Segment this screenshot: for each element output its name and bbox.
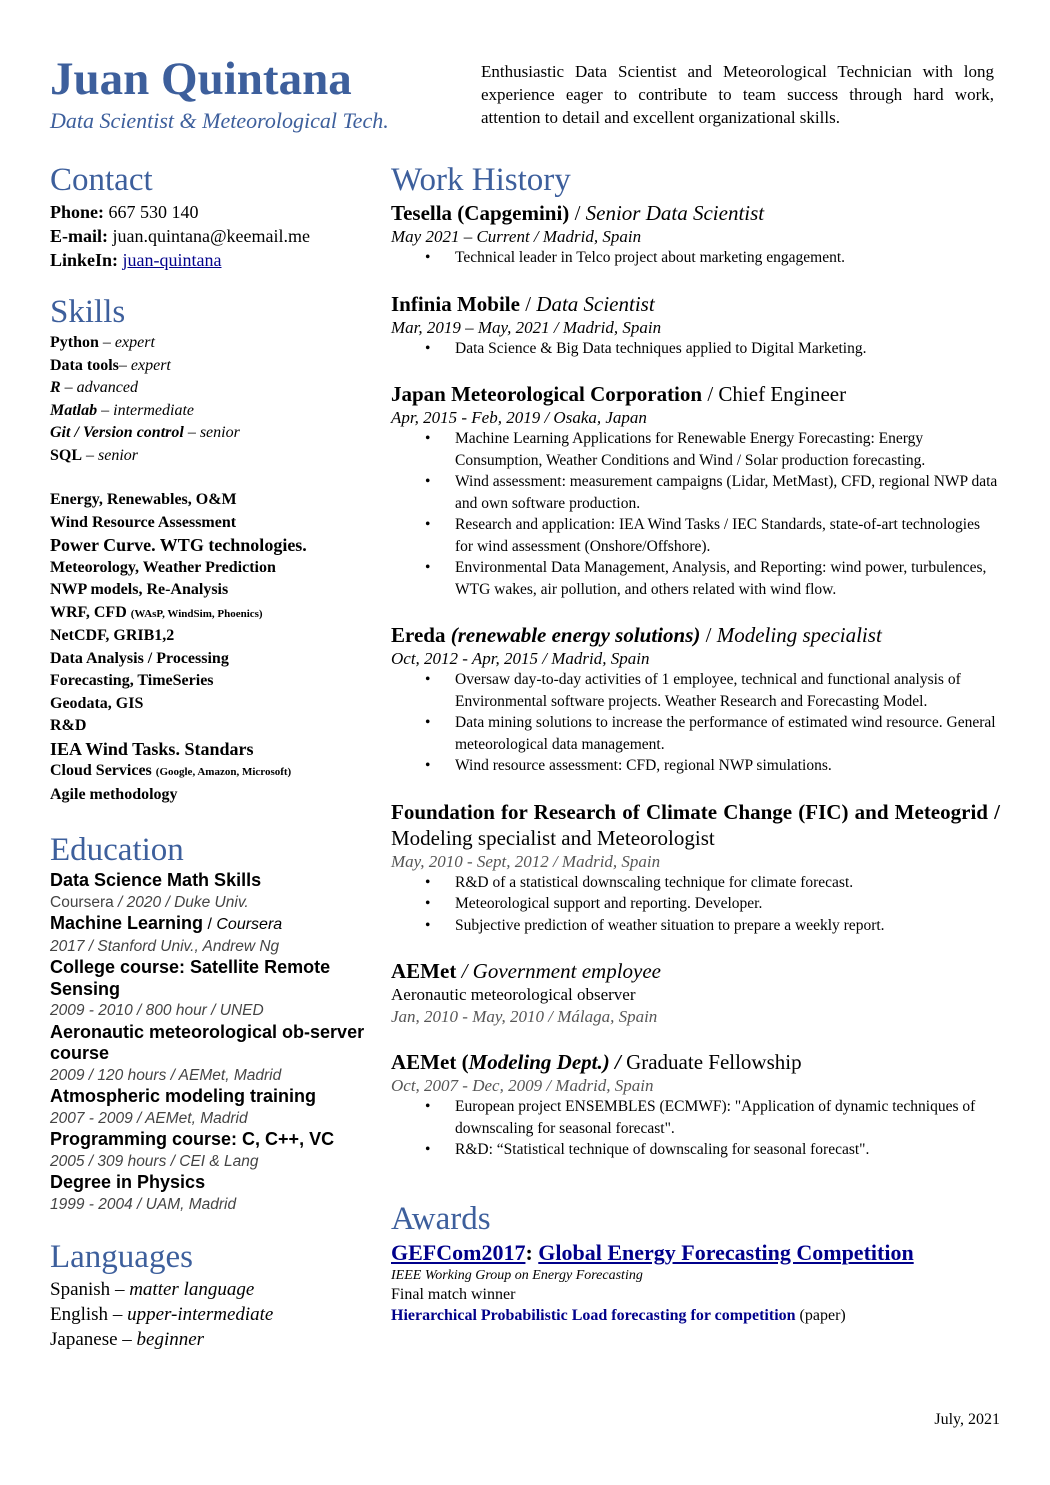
awards-title: Awards [391, 1200, 491, 1237]
job-bullet: • R&D: “Statistical technique of downscaling for seasonal forecast". [455, 1139, 1000, 1161]
resume-subtitle: Data Scientist & Meteorological Tech. [50, 108, 389, 133]
job-bullet: • Environmental Data Management, Analysis, and Reporting: wind power, turbulences, WTG wakes, air pollution, and others related with wind flow. [455, 557, 1000, 600]
job-bullet: • Machine Learning Applications for Renewable Energy Forecasting: Energy Consumption, Weather Conditions and Wind / Solar production forecasting. [455, 428, 1000, 471]
education-item [50, 913, 375, 957]
linkedin-label: LinkeIn: [50, 250, 119, 270]
education-item-detail: 2005 / 309 hours / CEI & Lang [50, 1152, 259, 1170]
award-code-link[interactable]: GEFCom2017 [391, 1239, 526, 1265]
job-entry [391, 200, 1000, 269]
award-heading [391, 1239, 1000, 1267]
education-item-provider: Coursera [216, 916, 283, 933]
job-bullet: • Data mining solutions to increase the performance of estimated wind resource. General meteorological data management. [455, 712, 1000, 755]
job-bullet: • Technical leader in Telco project about marketing engagement. [455, 247, 1000, 269]
language-item [50, 1302, 375, 1327]
education-item-detail: 2007 - 2009 / AEMet, Madrid [50, 1109, 248, 1127]
education-item-title: Degree in Physics [50, 1172, 206, 1192]
job-date: May, 2010 - Sept, 2012 / Madrid, Spain [391, 851, 661, 871]
skill-level: – advanced [60, 379, 138, 396]
job-bullets [391, 428, 1000, 600]
skill-git [50, 422, 375, 445]
skill-domain-note: (Google, Amazon, Microsoft) [155, 766, 292, 778]
job-sep: / [456, 959, 473, 983]
job-entry [391, 1049, 1000, 1161]
skill-sql [50, 445, 375, 468]
skill-domain-text: NWP models, Re-Analysis [50, 581, 229, 598]
skill-domain-text: Wind Resource Assessment [50, 513, 237, 531]
job-bullet: • Data Science & Big Data techniques applied to Digital Marketing. [455, 338, 1000, 360]
job-company-open: ( [456, 1050, 469, 1074]
skill-domain-text: WRF, CFD [50, 603, 127, 621]
skill-domain-text: NetCDF, GRIB1,2 [50, 627, 175, 644]
job-role: Government employee [472, 959, 661, 983]
job-company: Infinia Mobile [391, 291, 520, 316]
skill-domain [50, 534, 375, 557]
language-sep: – [108, 1304, 128, 1325]
award-paper-suffix: (paper) [795, 1306, 846, 1324]
job-sep: / [987, 799, 1000, 824]
job-role: Data Scientist [536, 291, 655, 316]
job-bullet: • Research and application: IEA Wind Tasks / IEC Standards, state-of-art technologies for wind assessment (Onshore/Offshore). [455, 514, 1000, 557]
education-item-detail: 1999 - 2004 / UAM, Madrid [50, 1195, 237, 1213]
resume-summary: Enthusiastic Data Scientist and Meteorological Technician with long experience eager to contribute to team success through hard work, attention to detail and excellent organizational skills. [481, 62, 994, 127]
job-date: Oct, 2007 - Dec, 2009 / Madrid, Spain [391, 1076, 654, 1095]
skills-title: Skills [50, 294, 126, 330]
skill-python [50, 332, 375, 355]
award-paper-title[interactable]: Hierarchical Probabilistic Load forecasting for competition [391, 1306, 796, 1324]
skill-name: R [50, 379, 61, 396]
award-colon: : [525, 1239, 539, 1265]
job-role: Modeling specialist [716, 623, 882, 647]
skill-level: – senior [183, 424, 240, 441]
contact-phone [50, 200, 375, 224]
award-organization: IEEE Working Group on Energy Forecasting [391, 1267, 643, 1283]
job-company-note: (renewable energy solutions) [445, 623, 701, 647]
phone-value: 667 530 140 [108, 202, 199, 222]
skill-level: – expert [98, 334, 155, 351]
job-company: Japan Meteorological Corporation [391, 382, 703, 406]
skill-domain-text: R&D [50, 717, 87, 734]
skill-r [50, 377, 375, 400]
skill-domain-text: IEA Wind Tasks. Standars [50, 738, 254, 759]
job-date: Apr, 2015 - Feb, 2019 / Osaka, Japan [391, 408, 647, 427]
skill-domain [50, 715, 375, 738]
job-bullets [391, 872, 1000, 937]
skill-domain-text: Meteorology, Weather Prediction [50, 558, 276, 576]
job-bullet: • Subjective prediction of weather situation to prepare a weekly report. [455, 915, 1000, 937]
language-name: Spanish [50, 1279, 111, 1300]
skill-domain-text: Agile methodology [50, 785, 178, 803]
job-bullets [391, 669, 1000, 777]
job-entry [391, 291, 1000, 360]
education-item [50, 1022, 375, 1087]
skill-domain-text: Power Curve. WTG technologies. [50, 535, 307, 555]
skill-domain [50, 557, 375, 580]
education-item [50, 1129, 375, 1172]
job-entry [391, 958, 1000, 1027]
education-item-provider: Coursera [50, 893, 114, 911]
email-value: juan.quintana@keemail.me [112, 226, 311, 246]
language-item [50, 1327, 375, 1352]
job-sep: / [519, 291, 537, 316]
language-level: matter language [129, 1279, 255, 1300]
job-bullet: • Oversaw day-to-day activities of 1 employee, technical and functional analysis of Environmental software projects. Weather Research and Forecasting Model. [455, 669, 1000, 712]
skill-name: Data tools [50, 356, 119, 374]
language-level: upper-intermediate [127, 1304, 274, 1325]
education-item-detail: / 2020 / Duke Univ. [113, 893, 249, 911]
job-company: Ereda [391, 623, 446, 647]
job-date: Jan, 2010 - May, 2010 / Málaga, Spain [391, 1007, 658, 1026]
job-date: May 2021 – Current / Madrid, Spain [391, 227, 642, 246]
skill-domain-text: Geodata, GIS [50, 694, 144, 712]
job-bullet: • Meteorological support and reporting. Developer. [455, 893, 1000, 915]
skill-domain-text: Forecasting, TimeSeries [50, 672, 214, 689]
skill-domain [50, 489, 375, 512]
education-item-title: Data Science Math Skills [50, 870, 262, 890]
education-item [50, 870, 375, 913]
job-company: AEMet [391, 959, 457, 983]
award-paper [391, 1305, 1000, 1327]
skill-name: Matlab [50, 401, 98, 419]
language-sep: – [110, 1279, 130, 1300]
education-item-detail: 2017 / Stanford Univ., Andrew Ng [50, 937, 280, 955]
language-item [50, 1277, 375, 1302]
job-description: Aeronautic meteorological observer [391, 985, 636, 1004]
skill-domain [50, 760, 375, 784]
skill-name: Git / Version control [50, 424, 184, 441]
skill-domain [50, 512, 375, 535]
award-result: Final match winner [391, 1285, 516, 1303]
job-sep: / [609, 1050, 627, 1074]
language-level: beginner [136, 1329, 205, 1350]
job-date: Oct, 2012 - Apr, 2015 / Madrid, Spain [391, 649, 650, 668]
skill-domain [50, 670, 375, 693]
job-role: Graduate Fellowship [626, 1050, 802, 1074]
education-item-detail: 2009 / 120 hours / AEMet, Madrid [50, 1066, 282, 1084]
job-role: Chief Engineer [718, 382, 847, 406]
job-company: Tesella (Capgemini) [391, 201, 570, 225]
resume-name: Juan Quintana [50, 53, 352, 105]
skill-domain-note: (WAsP, WindSim, Phoenics) [130, 607, 263, 620]
education-item [50, 1086, 375, 1129]
education-item [50, 1172, 375, 1215]
job-role: Senior Data Scientist [585, 201, 765, 225]
left-column [50, 160, 375, 1352]
job-entry [391, 381, 1000, 600]
skill-domain [50, 693, 375, 716]
job-entry [391, 799, 1000, 937]
work-history-title: Work History [391, 162, 571, 198]
job-bullets [391, 338, 1000, 360]
education-item-title: Aeronautic meteorological ob-server course [50, 1021, 365, 1063]
job-sep: / [700, 623, 717, 647]
job-bullet: • Wind assessment: measurement campaigns (Lidar, MetMast), CFD, regional NWP data and own software production. [455, 471, 1000, 514]
phone-label: Phone: [50, 202, 104, 222]
skill-matlab [50, 400, 375, 423]
skill-name: Python [50, 334, 99, 351]
skill-level: – expert [118, 356, 171, 374]
skill-domain [50, 738, 375, 761]
language-sep: – [117, 1329, 137, 1350]
skill-domain [50, 648, 375, 671]
education-title: Education [50, 832, 184, 868]
job-sep: / [569, 201, 586, 225]
education-item-title: Atmospheric modeling training [50, 1086, 317, 1106]
award-name-link[interactable]: Global Energy Forecasting Competition [538, 1239, 914, 1265]
contact-title: Contact [50, 162, 153, 198]
contact-linkedin [50, 248, 375, 272]
skill-domain-text: Cloud Services [50, 762, 152, 779]
skill-level: – senior [82, 446, 139, 464]
job-bullet: • Wind resource assessment: CFD, regional NWP simulations. [455, 755, 1000, 777]
language-name: Japanese [50, 1329, 118, 1350]
footer-date: July, 2021 [934, 1411, 1000, 1428]
email-label: E-mail: [50, 226, 108, 246]
job-role: Modeling specialist and Meteorologist [391, 825, 715, 850]
education-item-title: College course: Satellite Remote Sensing [50, 957, 331, 999]
education-item-detail: 2009 - 2010 / 800 hour / UNED [50, 1002, 264, 1019]
job-bullets [391, 1096, 1000, 1161]
job-company: Foundation for Research of Climate Change (FIC) and Meteogrid [391, 799, 988, 824]
education-item-title: Machine Learning [50, 913, 204, 933]
contact-email [50, 224, 375, 248]
skill-domain [50, 784, 375, 807]
skill-level: – intermediate [97, 401, 194, 419]
job-company: AEMet [391, 1050, 457, 1074]
job-date: Mar, 2019 – May, 2021 / Madrid, Spain [391, 317, 662, 337]
skill-domain [50, 602, 375, 626]
right-column [391, 160, 1000, 1327]
languages-title: Languages [50, 1239, 193, 1275]
job-bullet: • R&D of a statistical downscaling technique for climate forecast. [455, 872, 1000, 894]
skill-data-tools [50, 355, 375, 378]
job-entry [391, 622, 1000, 777]
job-bullets [391, 247, 1000, 269]
job-bullet: • European project ENSEMBLES (ECMWF): "Application of dynamic techniques of downscaling for seasonal forecast". [455, 1096, 1000, 1139]
skill-domain [50, 625, 375, 648]
language-name: English [50, 1304, 109, 1325]
job-sep: / [702, 382, 719, 406]
education-item-sep: / [203, 916, 217, 933]
skill-name: SQL [50, 446, 83, 464]
skill-domain [50, 579, 375, 602]
job-company-note: Modeling Dept.) [468, 1050, 610, 1074]
skill-domain-text: Energy, Renewables, O&M [50, 491, 237, 508]
skill-domain-text: Data Analysis / Processing [50, 649, 229, 667]
education-item-title: Programming course: C, C++, VC [50, 1129, 335, 1149]
education-item [50, 957, 375, 1022]
linkedin-link[interactable]: juan-quintana [122, 250, 222, 270]
